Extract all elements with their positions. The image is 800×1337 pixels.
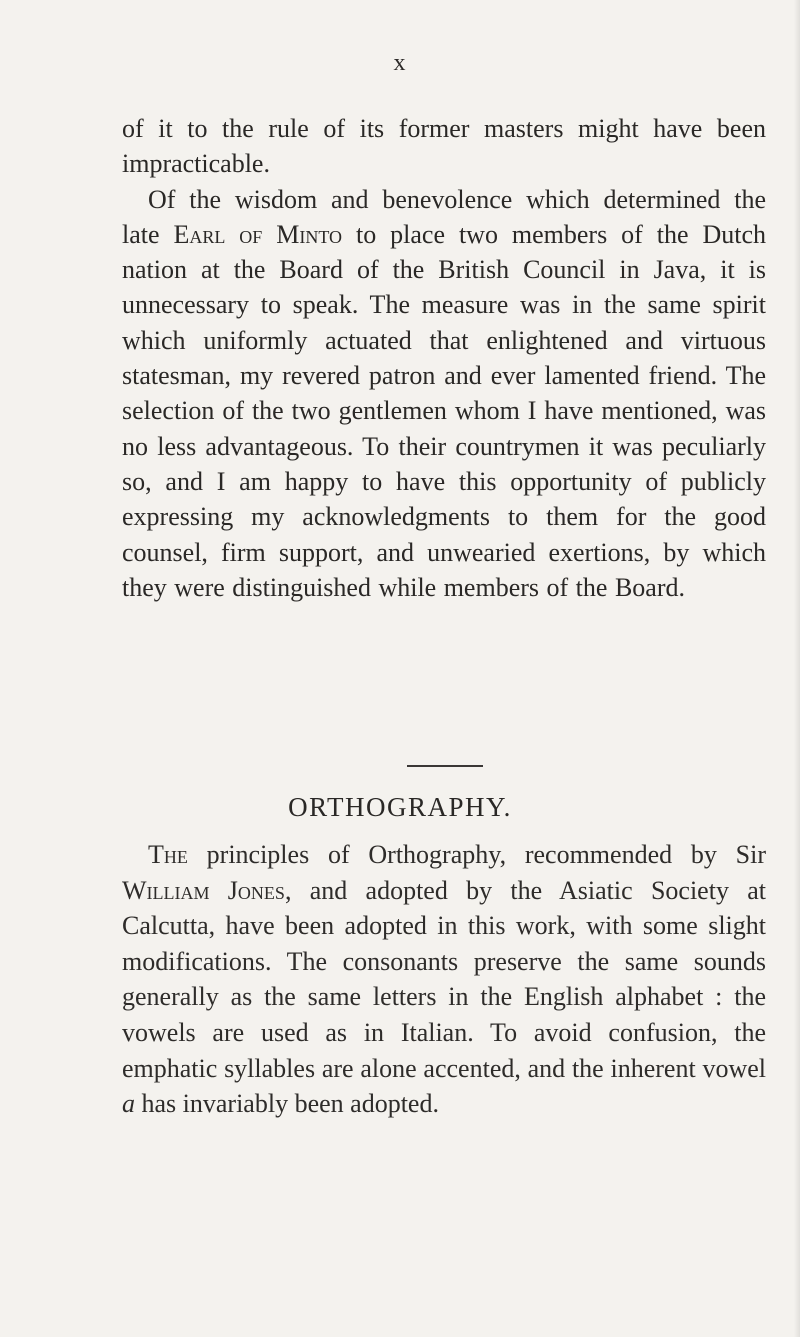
paragraph-text: Of the wisdom and benevolence which determined the late [122,184,766,249]
paragraph-orthography [122,837,766,1122]
paragraph-text: has invariably been adopted. [135,1089,439,1119]
paragraph-text: to place two members of the Dutch nation at the Board of the British Council in Java, it is unnecessary to speak. The measure was in the same spirit which uniformly actuated that enlightened and virtuous statesman, my revered patron and ever lamented friend. The selection of the two gentlemen whom I have mentioned, was no less advantageous. To their countrymen it was peculiarly so, and I am happy to have this opportunity of publicly expressing my acknowledgments to them for the good counsel, firm support, and unwearied exertions, by which they were distinguished while members of the Board. [122,219,766,602]
page-number: x [393,50,407,76]
lead-word: The [148,840,188,869]
paragraph-continuation: of it to the rule of its former masters might have been impracticable. [122,114,766,179]
page-edge-shadow [794,0,800,1337]
paragraph-earl-of-minto [122,182,766,606]
orthography-text [122,837,766,1122]
preface-text [122,111,766,605]
person-name: William Jones [122,875,285,905]
paragraph-text: , and adopted by the Asiatic Society at Calcutta, have been adopted in this work, with some slight modifications. The consonants preserve the same sounds generally as the same letters in the English alphabet : the vowels are used as in Italian. To avoid confusion, the emphatic syllables are alone accented, and the inherent vowel [122,875,766,1083]
paragraph-text: principles of Orthography, recommended by Sir [187,840,766,869]
section-heading: ORTHOGRAPHY. [288,792,512,822]
person-name: Earl of Minto [173,219,343,249]
italic-vowel: a [122,1089,135,1119]
section-divider [407,765,483,767]
